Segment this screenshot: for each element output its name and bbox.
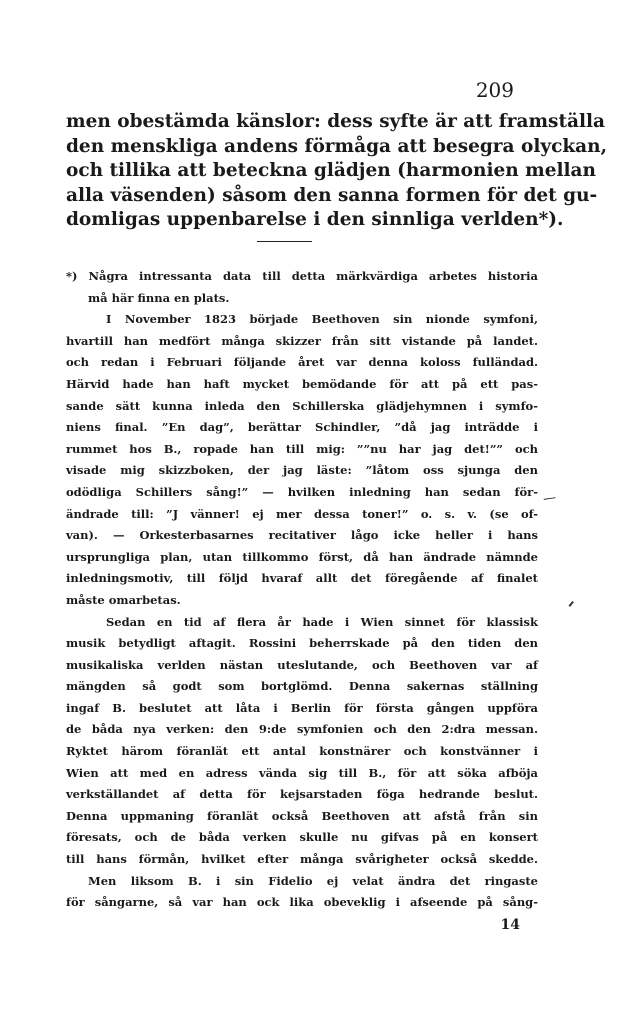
footnote-line: rummet hos B., ropade han till mig: ””nu har jag det!”” och: [66, 441, 538, 456]
main-text-line: alla väsenden) såsom den sanna formen för det gu-: [66, 184, 598, 206]
footnote-line: musikaliska verlden nästan uteslutande, och Beethoven var af: [66, 657, 538, 672]
footnote-line: mängden så godt som bortglömd. Denna sakernas ställning: [66, 679, 538, 694]
footnote-line: odödliga Schillers sång!” — hvilken inledning han sedan för-: [66, 484, 538, 499]
footnote-line: hvartill han medfört många skizzer från sitt vistande på landet.: [66, 333, 538, 348]
footnote-line: ändrade till: ”J vänner! ej mer dessa toner!” o. s. v. (se of-: [66, 506, 538, 521]
footnote-line: Ryktet härom föranlät ett antal konstnärer och konstvänner i: [66, 744, 538, 759]
footnote-line: musik betydligt aftagit. Rossini beherrskade på den tiden den: [66, 636, 538, 651]
footnote-line: niens final. ”En dag”, berättar Schindler, ”då jag inträdde i: [66, 420, 538, 435]
footnote-line: sande sätt kunna inleda den Schillerska glädjehymnen i symfo-: [66, 398, 538, 413]
footnote-line: de båda nya verken: den 9:de symfonien och den 2:dra messan.: [66, 722, 538, 737]
footnote-line: Sedan en tid af flera år hade i Wien sinnet för klassisk: [106, 614, 538, 629]
footnote-line: I November 1823 började Beethoven sin nionde symfoni,: [106, 312, 538, 327]
footnote-line: *) Några intressanta data till detta märkvärdiga arbetes historia: [66, 269, 538, 283]
signature-mark: 14: [500, 917, 520, 933]
page-number: 209: [475, 78, 514, 102]
footnote-line: ingaf B. beslutet att låta i Berlin för första gången uppföra: [66, 700, 538, 715]
footnote-line: van). — Orkesterbasarnes recitativer lågo icke heller i hans: [66, 528, 538, 543]
footnote-separator-rule: [257, 241, 312, 242]
main-paragraph: [66, 110, 608, 233]
footnote-line: må här finna en plats.: [88, 290, 230, 305]
footnote-line: för sångarne, så var han ock lika obeveklig i afseende på sång-: [66, 895, 538, 910]
footnote-line: verkställandet af detta för kejsarstaden föga hedrande beslut.: [66, 787, 538, 802]
footnote-line: Denna uppmaning föranlät också Beethoven att afstå från sin: [66, 808, 538, 823]
footnote-line: Wien att med en adress vända sig till B., för att söka afböja: [66, 765, 538, 780]
footnote-line: och redan i Februari följande året var denna koloss fulländad.: [66, 355, 538, 370]
footnote-line: måste omarbetas.: [66, 592, 181, 607]
footnote-line: visade mig skizzboken, der jag läste: ”låtom oss sjunga den: [66, 463, 538, 478]
footnote-line: Men liksom B. i sin Fidelio ej velat ändra det ringaste: [88, 873, 538, 888]
main-text-line: den menskliga andens förmåga att besegra olyckan,: [66, 135, 608, 157]
footnote-block: [66, 266, 538, 914]
footnote-line: föresats, och de båda verken skulle nu gifvas på en konsert: [66, 830, 538, 845]
footnote-line: Härvid hade han haft mycket bemödande för att på ett pas-: [66, 376, 538, 391]
main-text-line: och tillika att beteckna glädjen (harmonien mellan: [66, 160, 596, 182]
margin-mark: [568, 601, 573, 607]
margin-mark: [544, 497, 557, 505]
footnote-line: till hans förmån, hvilket efter många svårigheter också skedde.: [66, 852, 538, 867]
main-text-line: domligas uppenbarelse i den sinnliga verlden*).: [66, 209, 564, 231]
footnote-line: inledningsmotiv, till följd hvaraf allt det föregående af finalet: [66, 571, 538, 586]
main-text-line: men obestämda känslor: dess syfte är att framställa: [66, 111, 606, 132]
footnote-line: ursprungliga plan, utan tillkommo först, då han ändrade nämnde: [66, 549, 538, 564]
